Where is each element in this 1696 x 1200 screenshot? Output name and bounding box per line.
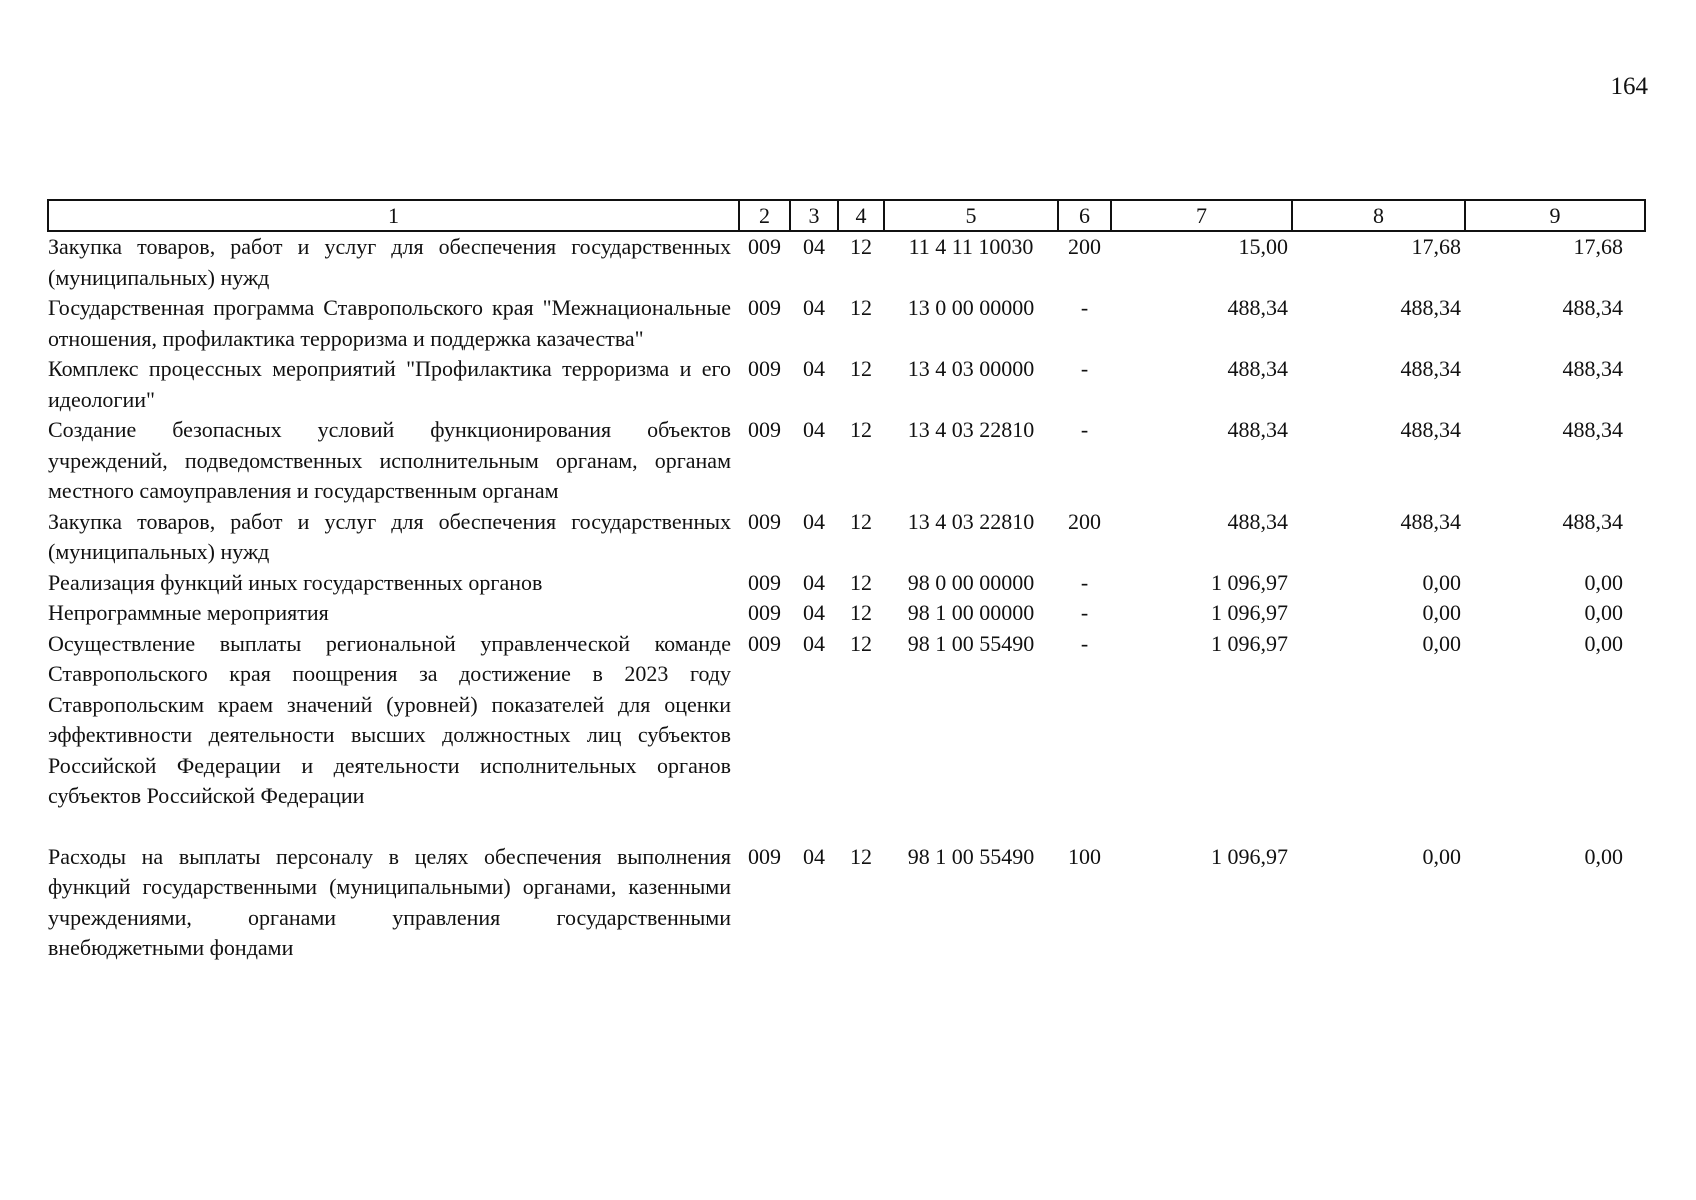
table-row xyxy=(48,629,1645,842)
amount-col8: 17,68 xyxy=(1411,234,1461,259)
table-row xyxy=(48,293,1645,354)
subsection-code: 12 xyxy=(850,295,872,320)
ministry-code: 009 xyxy=(748,600,781,625)
subsection-code: 12 xyxy=(850,356,872,381)
subsection-code: 12 xyxy=(850,630,872,656)
amount-col7: 1 096,97 xyxy=(1211,843,1288,869)
amount-col9: 0,00 xyxy=(1584,569,1623,595)
amount-col8: 488,34 xyxy=(1400,356,1461,381)
subsection-code: 12 xyxy=(850,843,872,869)
header-cell: 2 xyxy=(739,200,790,231)
header-cell: 4 xyxy=(838,200,884,231)
amount-col8: 0,00 xyxy=(1422,630,1461,656)
target-article-code: 98 1 00 55490 xyxy=(907,630,1035,656)
expense-name: Комплекс процессных мероприятий "Профилактика терроризма и его идеологии" xyxy=(48,356,731,412)
header-cell: 3 xyxy=(790,200,838,231)
header-cell: 8 xyxy=(1292,200,1465,231)
amount-col7: 15,00 xyxy=(1238,234,1288,259)
expense-type-code: 200 xyxy=(1068,234,1101,259)
section-code: 04 xyxy=(803,417,825,442)
target-article-code: 13 4 03 22810 xyxy=(907,417,1035,442)
subsection-code: 12 xyxy=(850,234,872,259)
header-cell: 7 xyxy=(1111,200,1292,231)
header-cell: 9 xyxy=(1465,200,1645,231)
subsection-code: 12 xyxy=(850,600,872,625)
expense-type-code: - xyxy=(1080,295,1089,320)
ministry-code: 009 xyxy=(748,843,781,869)
amount-col9: 0,00 xyxy=(1584,843,1623,869)
subsection-code: 12 xyxy=(850,417,872,442)
subsection-code: 12 xyxy=(850,508,872,534)
table-row xyxy=(48,598,1645,629)
amount-col8: 488,34 xyxy=(1400,417,1461,442)
expense-type-code: - xyxy=(1080,417,1089,442)
amount-col9: 17,68 xyxy=(1573,234,1623,259)
amount-col9: 0,00 xyxy=(1584,600,1623,625)
budget-table xyxy=(47,199,1646,964)
expense-name: Непрограммные мероприятия xyxy=(48,600,329,625)
amount-col9: 488,34 xyxy=(1562,508,1623,534)
target-article-code: 13 4 03 00000 xyxy=(907,356,1035,381)
amount-col7: 488,34 xyxy=(1227,417,1288,442)
target-article-code: 13 4 03 22810 xyxy=(907,508,1035,534)
section-code: 04 xyxy=(803,630,825,656)
section-code: 04 xyxy=(803,295,825,320)
amount-col8: 488,34 xyxy=(1400,295,1461,320)
ministry-code: 009 xyxy=(748,234,781,259)
ministry-code: 009 xyxy=(748,417,781,442)
ministry-code: 009 xyxy=(748,630,781,656)
section-code: 04 xyxy=(803,569,825,595)
expense-name: Расходы на выплаты персоналу в целях обеспечения выполнения функций государственными (муниципальными) органами, казенными учреждениями, органами управления государственными внебюджетными фондами xyxy=(48,843,731,960)
header-cell: 1 xyxy=(48,200,739,231)
expense-name: Осуществление выплаты региональной управленческой команде Ставропольского края поощрения за достижение в 2023 году Ставропольским краем значений (уровней) показателей для оценки эффективности деятельности высших должностных лиц субъектов Российской Федерации и деятельности исполнительных органов субъектов Российской Федерации xyxy=(48,630,731,808)
ministry-code: 009 xyxy=(748,356,781,381)
target-article-code: 13 0 00 00000 xyxy=(907,295,1035,320)
table-row xyxy=(48,231,1645,293)
target-article-code: 11 4 11 10030 xyxy=(908,234,1034,259)
expense-type-code: - xyxy=(1080,356,1089,381)
amount-col7: 1 096,97 xyxy=(1211,630,1288,656)
amount-col9: 488,34 xyxy=(1562,417,1623,442)
ministry-code: 009 xyxy=(748,295,781,320)
subsection-code: 12 xyxy=(850,569,872,595)
header-cell: 6 xyxy=(1058,200,1111,231)
table-row xyxy=(48,507,1645,568)
amount-col7: 488,34 xyxy=(1227,356,1288,381)
target-article-code: 98 1 00 00000 xyxy=(907,600,1035,625)
amount-col8: 0,00 xyxy=(1422,569,1461,595)
expense-type-code: 200 xyxy=(1068,508,1101,534)
expense-name: Создание безопасных условий функционирования объектов учреждений, подведомственных исполнительным органам, органам местного самоуправления и государственным органам xyxy=(48,417,731,503)
table-row xyxy=(48,354,1645,415)
table-row xyxy=(48,415,1645,507)
table-row xyxy=(48,842,1645,964)
amount-col7: 488,34 xyxy=(1227,295,1288,320)
expense-type-code: - xyxy=(1080,630,1089,656)
amount-col7: 1 096,97 xyxy=(1211,569,1288,595)
section-code: 04 xyxy=(803,600,825,625)
expense-type-code: - xyxy=(1080,569,1089,595)
page-number: 164 xyxy=(1610,73,1648,100)
ministry-code: 009 xyxy=(748,569,781,595)
target-article-code: 98 0 00 00000 xyxy=(907,569,1035,595)
expense-name: Реализация функций иных государственных органов xyxy=(48,569,543,595)
header-row xyxy=(48,200,1645,231)
amount-col9: 488,34 xyxy=(1562,356,1623,381)
amount-col8: 0,00 xyxy=(1422,843,1461,869)
section-code: 04 xyxy=(803,843,825,869)
ministry-code: 009 xyxy=(748,508,781,534)
header-cell: 5 xyxy=(884,200,1058,231)
section-code: 04 xyxy=(803,508,825,534)
expense-name: Закупка товаров, работ и услуг для обеспечения государственных (муниципальных) нужд xyxy=(48,234,731,290)
expense-name: Закупка товаров, работ и услуг для обеспечения государственных (муниципальных) нужд xyxy=(48,508,731,564)
expense-type-code: 100 xyxy=(1068,843,1101,869)
section-code: 04 xyxy=(803,234,825,259)
section-code: 04 xyxy=(803,356,825,381)
table-row xyxy=(48,568,1645,599)
amount-col7: 1 096,97 xyxy=(1211,600,1288,625)
amount-col7: 488,34 xyxy=(1227,508,1288,534)
amount-col9: 0,00 xyxy=(1584,630,1623,656)
expense-name: Государственная программа Ставропольского края "Межнациональные отношения, профилактика терроризма и поддержка казачества" xyxy=(48,295,731,351)
expense-type-code: - xyxy=(1080,600,1089,625)
amount-col9: 488,34 xyxy=(1562,295,1623,320)
amount-col8: 488,34 xyxy=(1400,508,1461,534)
target-article-code: 98 1 00 55490 xyxy=(907,843,1035,869)
amount-col8: 0,00 xyxy=(1422,600,1461,625)
